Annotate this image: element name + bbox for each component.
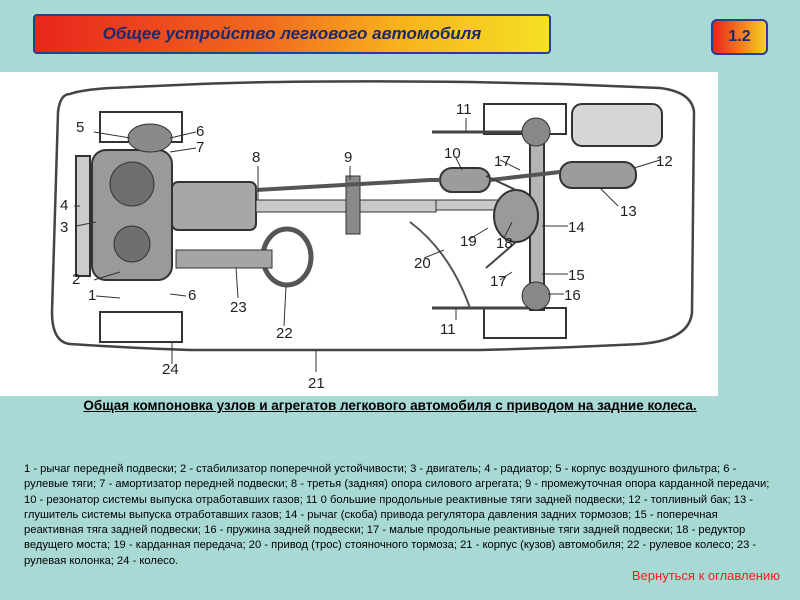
steering-column xyxy=(176,250,272,268)
wheel-rear-bottom xyxy=(484,308,566,338)
callout-1: 1 xyxy=(88,287,97,304)
radiator xyxy=(76,156,90,276)
page-title: Общее устройство легкового автомобиля xyxy=(102,24,482,43)
slide-number-badge xyxy=(711,19,768,55)
callout-18: 18 xyxy=(496,235,513,252)
callout-8: 8 xyxy=(252,149,261,166)
car-layout-drawing xyxy=(0,72,718,396)
title-banner xyxy=(33,14,551,54)
callout-15: 15 xyxy=(568,267,585,284)
air-filter xyxy=(128,124,172,152)
callout-4: 4 xyxy=(60,197,69,214)
callout-19: 19 xyxy=(460,233,477,250)
exhaust-pipe xyxy=(256,172,560,190)
callout-7: 7 xyxy=(196,139,205,156)
callout-22: 22 xyxy=(276,325,293,342)
callout-12: 12 xyxy=(656,153,673,170)
muffler xyxy=(560,162,636,188)
callout-10: 10 xyxy=(444,145,461,162)
callout-11-top: 11 xyxy=(456,101,472,118)
callout-3: 3 xyxy=(60,219,69,236)
callout-23: 23 xyxy=(230,299,247,316)
driveshaft-rear xyxy=(436,200,500,210)
diagram-caption: Общая компоновка узлов и агрегатов легкового автомобиля с приводом на задние колеса. xyxy=(83,398,697,413)
resonator xyxy=(440,168,490,192)
callout-13: 13 xyxy=(620,203,637,220)
callout-14: 14 xyxy=(568,219,585,236)
legend-text: 1 - рычаг передней подвески; 2 - стабилизатор поперечной устойчивости; 3 - двигатель; 4 - радиатор; 5 - корпус воздушного фильтра; 6 - рулевые тяги; 7 - амортизатор передней подвески; 8 - третья (задняя) опора силового агрегата; 9 - промежуточная опора карданной передачи; 10 - резонатор системы выпуска отработавших газов; 11 0 большие продольные реактивные тяги задней подвески; 12 - топливный бак; 13 - глушитель системы выпуска отработавших газов; 14 - рычаг (скоба) привода регулятора давления задних тормозов; 15 - поперечная реактивная тяга задней подвески; 16 - пружина задней подвески; 17 - малые продольные реактивные тяги задней подвески; 18 - редуктор ведущего моста; 19 - карданная передача; 20 - привод (трос) стояночного тормоза; 21 - корпус (кузов) автомобиля; 22 - рулевое колесо; 23 - рулевая колонка; 24 - колесо. xyxy=(24,463,770,567)
wheel-front-bottom xyxy=(100,312,182,342)
callout-2: 2 xyxy=(72,271,81,288)
callout-11-bottom: 11 xyxy=(440,321,456,338)
callout-5: 5 xyxy=(76,119,85,136)
callout-24: 24 xyxy=(162,361,179,378)
slide-number: 1.2 xyxy=(728,28,751,45)
callout-9: 9 xyxy=(344,149,353,166)
callout-21: 21 xyxy=(308,375,325,392)
callout-20: 20 xyxy=(414,255,431,272)
gearbox xyxy=(172,182,256,230)
callout-6-bottom: 6 xyxy=(188,287,197,304)
back-to-contents-link[interactable]: Вернуться к оглавлению xyxy=(631,568,780,583)
fuel-tank xyxy=(572,104,662,146)
callout-17-bottom: 17 xyxy=(490,273,507,290)
car-layout-diagram xyxy=(0,72,718,396)
callout-16: 16 xyxy=(564,287,581,304)
callout-17-top: 17 xyxy=(494,153,511,170)
callout-6-top: 6 xyxy=(196,123,205,140)
